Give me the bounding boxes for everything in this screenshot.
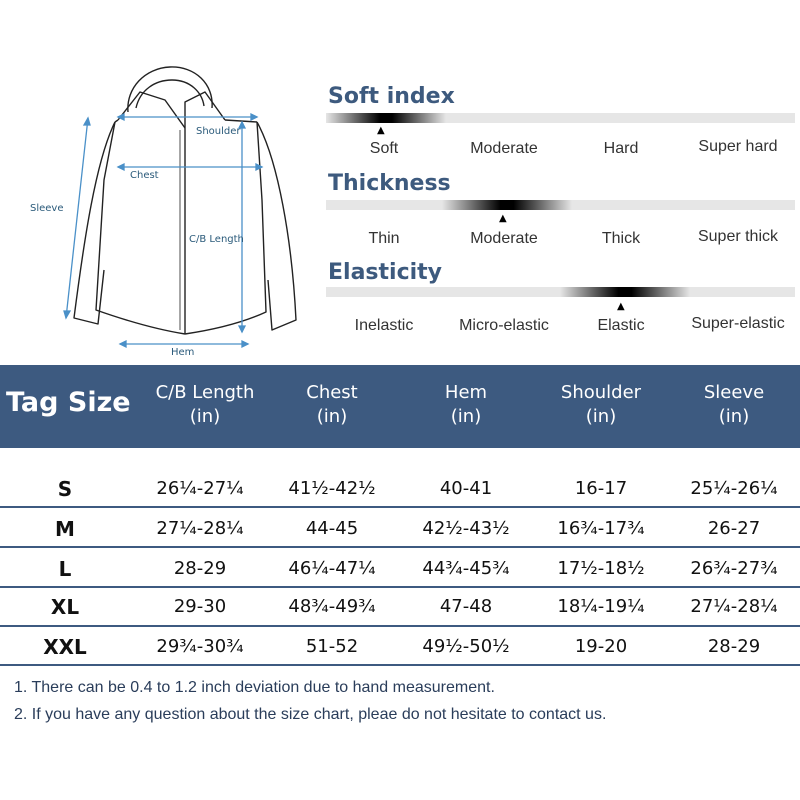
measurement-lines (64, 114, 262, 347)
shoulder-cell: 16-17 (574, 478, 628, 499)
elasticity-option: Micro-elastic (459, 317, 549, 334)
shoulder-cell: 16¾-17¾ (557, 518, 645, 539)
row-divider (0, 506, 800, 508)
elasticity-title: Elasticity (328, 260, 443, 285)
cb-length-cell: 29-30 (173, 596, 227, 617)
soft-index-title: Soft index (328, 84, 455, 109)
column-header-unit: (in) (316, 406, 348, 427)
chest-cell: 48¾-49¾ (288, 596, 376, 617)
hem-label: Hem (171, 347, 195, 358)
jacket-outline (74, 67, 296, 334)
shoulder-label: Shoulder (196, 126, 241, 137)
soft-index-option: Super hard (698, 138, 778, 155)
size-cell: L (58, 557, 72, 581)
column-header-cb-length (140, 381, 270, 429)
hem-cell: 42½-43½ (422, 518, 510, 539)
cb-length-cell: 26¼-27¼ (156, 478, 244, 499)
elasticity-gradient (560, 287, 690, 297)
column-header-unit: (in) (718, 406, 750, 427)
chest-cell: 44-45 (305, 518, 359, 539)
shoulder-cell: 17½-18½ (557, 558, 645, 579)
note-measurement-deviation: 1. There can be 0.4 to 1.2 inch deviation due to hand measurement. (14, 679, 495, 696)
table-row-xl (0, 592, 800, 622)
chest-label: Chest (130, 170, 159, 181)
thickness-gradient (442, 200, 572, 210)
sleeve-cell: 26-27 (707, 518, 761, 539)
table-row-s (0, 474, 800, 504)
column-header-unit: (in) (189, 406, 221, 427)
chest-cell: 51-52 (305, 636, 359, 657)
thickness-option: Thin (368, 230, 400, 247)
cb-length-cell: 27¼-28¼ (156, 518, 244, 539)
thickness-option: Moderate (470, 230, 538, 247)
sleeve-cell: 25¼-26¼ (690, 478, 778, 499)
column-header-hem (406, 381, 526, 429)
soft-index-option: Moderate (470, 140, 538, 157)
sleeve-cell: 26¾-27¾ (690, 558, 778, 579)
hem-cell: 40-41 (439, 478, 493, 499)
chest-cell: 41½-42½ (288, 478, 376, 499)
thickness-option: Thick (601, 230, 641, 247)
size-cell: XL (50, 595, 80, 619)
thickness-option: Super thick (697, 228, 779, 245)
soft-index-gradient (326, 113, 446, 123)
shoulder-cell: 19-20 (574, 636, 628, 657)
hem-cell: 47-48 (439, 596, 493, 617)
note-contact-us: 2. If you have any question about the size chart, pleae do not hesitate to contact us. (14, 706, 607, 723)
sleeve-label: Sleeve (30, 203, 64, 214)
hem-cell: 49½-50½ (422, 636, 510, 657)
row-divider (0, 546, 800, 548)
size-cell: M (55, 517, 75, 541)
column-header-label: Sleeve (703, 382, 765, 403)
thickness-title: Thickness (328, 171, 451, 196)
shoulder-cell: 18¼-19¼ (557, 596, 645, 617)
soft-index-option: Soft (369, 140, 399, 157)
sleeve-cell: 27¼-28¼ (690, 596, 778, 617)
column-header-label: Chest (306, 382, 358, 403)
column-header-unit: (in) (585, 406, 617, 427)
elasticity-option: Super-elastic (691, 315, 785, 332)
column-header-unit: (in) (450, 406, 482, 427)
column-header-shoulder (536, 381, 666, 429)
column-header-sleeve (674, 381, 794, 429)
table-row-m (0, 514, 800, 544)
elasticity-bar (326, 287, 795, 297)
jacket-measurement-diagram (0, 0, 320, 365)
table-row-xxl (0, 632, 800, 662)
thickness-marker-icon: ▲ (499, 213, 507, 224)
column-header-label: Hem (444, 382, 488, 403)
soft-index-option: Hard (603, 140, 639, 157)
soft-index-bar (326, 113, 795, 123)
thickness-bar (326, 200, 795, 210)
row-divider (0, 664, 800, 666)
elasticity-option: Inelastic (354, 317, 414, 334)
cb-length-label: C/B Length (189, 234, 244, 245)
size-cell: S (57, 477, 73, 501)
tag-size-heading: Tag Size (6, 387, 131, 418)
column-header-label: Shoulder (560, 382, 642, 403)
cb-length-cell: 28-29 (173, 558, 227, 579)
row-divider (0, 625, 800, 627)
cb-length-cell: 29¾-30¾ (156, 636, 244, 657)
chest-cell: 46¼-47¼ (288, 558, 376, 579)
column-header-label: C/B Length (155, 382, 255, 403)
elasticity-option: Elastic (597, 317, 645, 334)
size-cell: XXL (43, 635, 87, 659)
column-header-chest (272, 381, 392, 429)
size-table-header (0, 365, 800, 448)
elasticity-marker-icon: ▲ (617, 301, 625, 312)
soft-index-marker-icon: ▲ (377, 125, 385, 136)
table-row-l (0, 554, 800, 584)
row-divider (0, 586, 800, 588)
hem-cell: 44¾-45¾ (422, 558, 510, 579)
sleeve-cell: 28-29 (707, 636, 761, 657)
